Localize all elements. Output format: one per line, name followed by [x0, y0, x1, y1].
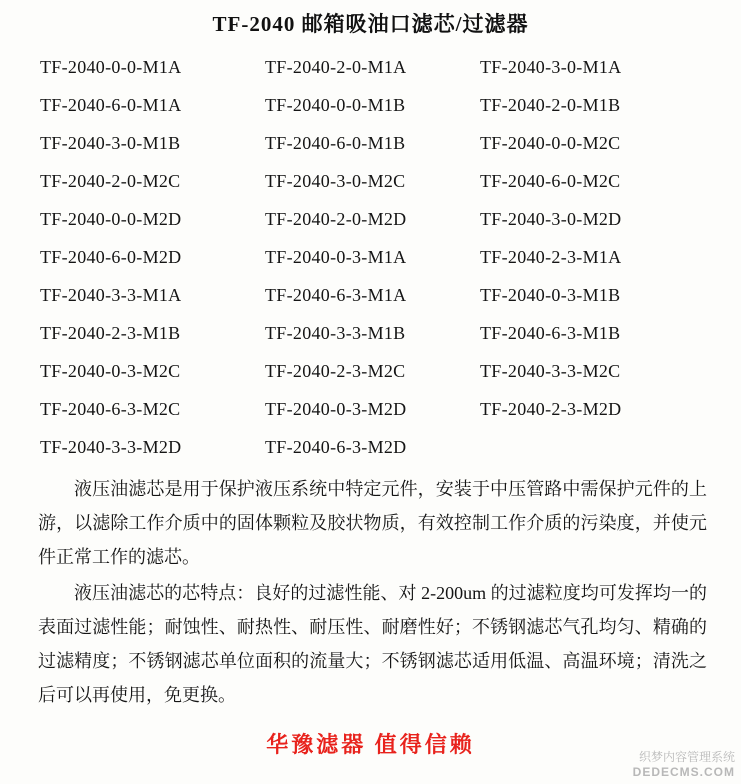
model-item: TF-2040-0-3-M1A	[265, 247, 407, 267]
model-item-empty	[480, 428, 741, 466]
model-item: TF-2040-3-0-M2D	[480, 209, 622, 229]
model-item: TF-2040-0-0-M2D	[40, 209, 182, 229]
model-item: TF-2040-3-3-M1B	[265, 323, 406, 343]
model-item: TF-2040-2-3-M1B	[40, 323, 181, 343]
model-item: TF-2040-2-3-M2D	[480, 399, 622, 419]
model-item: TF-2040-0-3-M2D	[265, 399, 407, 419]
watermark	[633, 750, 735, 780]
model-item: TF-2040-2-3-M2C	[265, 361, 406, 381]
model-item: TF-2040-0-3-M1B	[480, 285, 621, 305]
model-item: TF-2040-6-0-M2D	[40, 247, 182, 267]
description-section	[0, 466, 741, 712]
model-item: TF-2040-6-0-M1A	[40, 95, 182, 115]
slogan: 华豫滤器 值得信赖	[266, 732, 475, 757]
paragraph: 液压油滤芯的芯特点：良好的过滤性能、对 2-200um 的过滤粒度均可发挥均一的表面过滤性能；耐蚀性、耐热性、耐压性、耐磨性好；不锈钢滤芯气孔均匀、精确的过滤精度；不锈钢滤芯单位面积的流量大；不锈钢滤芯适用低温、高温环境；清洗之后可以再使用，免更换。	[38, 583, 707, 705]
model-item: TF-2040-2-3-M1A	[480, 247, 622, 267]
model-item: TF-2040-3-0-M1B	[40, 133, 181, 153]
model-item: TF-2040-2-0-M2C	[40, 171, 181, 191]
model-item: TF-2040-0-0-M1B	[265, 95, 406, 115]
watermark-line-2: DEDECMS.COM	[632, 765, 735, 779]
model-number-grid	[0, 44, 741, 466]
model-item: TF-2040-3-3-M2D	[40, 437, 182, 457]
model-item: TF-2040-2-0-M2D	[265, 209, 407, 229]
model-item: TF-2040-0-3-M2C	[40, 361, 181, 381]
model-item: TF-2040-2-0-M1B	[480, 95, 621, 115]
model-item: TF-2040-6-3-M2C	[40, 399, 181, 419]
model-item: TF-2040-3-0-M1A	[480, 57, 622, 77]
model-item: TF-2040-6-3-M1A	[265, 285, 407, 305]
model-item: TF-2040-3-3-M2C	[480, 361, 621, 381]
model-item: TF-2040-0-0-M1A	[40, 57, 182, 77]
model-item: TF-2040-2-0-M1A	[265, 57, 407, 77]
model-item: TF-2040-3-3-M1A	[40, 285, 182, 305]
model-item: TF-2040-3-0-M2C	[265, 171, 406, 191]
model-item: TF-2040-6-3-M1B	[480, 323, 621, 343]
model-item: TF-2040-6-0-M2C	[480, 171, 621, 191]
model-item: TF-2040-6-3-M2D	[265, 437, 407, 457]
watermark-line-1: 织梦内容管理系统	[638, 750, 735, 764]
model-item: TF-2040-6-0-M1B	[265, 133, 406, 153]
model-item: TF-2040-0-0-M2C	[480, 133, 621, 153]
paragraph: 液压油滤芯是用于保护液压系统中特定元件，安装于中压管路中需保护元件的上游，以滤除工作介质中的固体颗粒及胶状物质，有效控制工作介质的污染度，并使元件正常工作的滤芯。	[38, 479, 707, 567]
page-title: TF-2040 邮箱吸油口滤芯/过滤器	[212, 12, 529, 36]
